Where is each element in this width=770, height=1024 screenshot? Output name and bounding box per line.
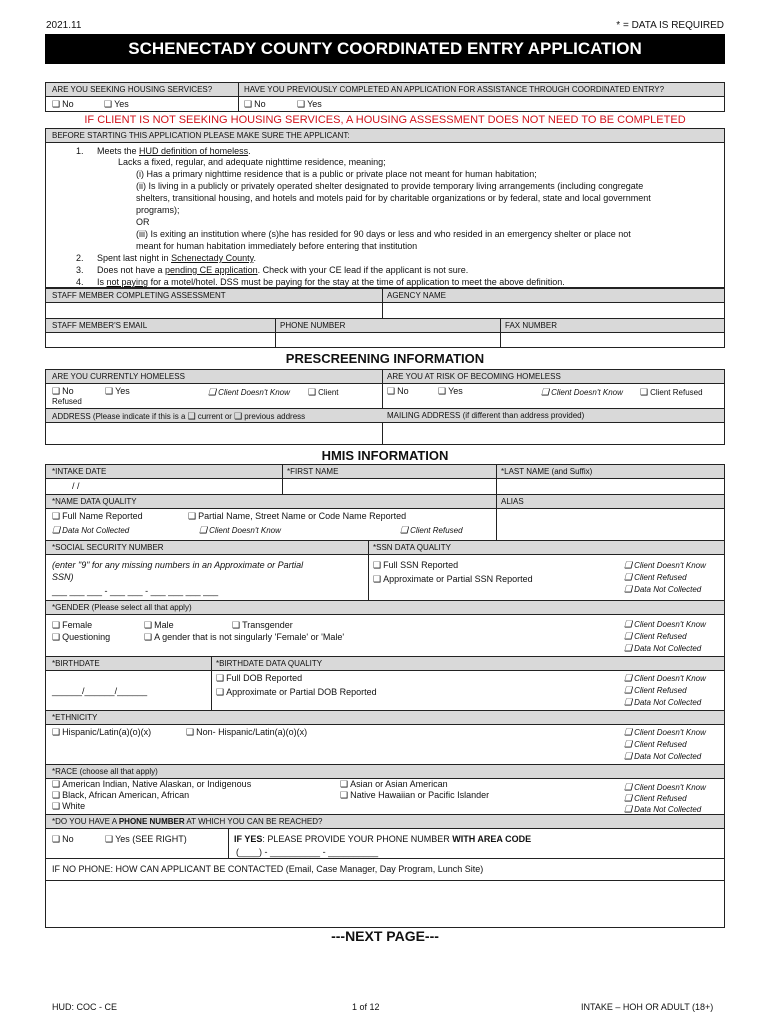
required-note: * = DATA IS REQUIRED [616,20,724,31]
phone-yes-checkbox[interactable]: ❑ Yes (SEE RIGHT) [105,834,187,845]
alias-field[interactable] [497,509,724,539]
previous-yes-checkbox[interactable]: ❑ Yes [297,99,322,110]
race-label: *RACE (choose all that apply) [52,767,158,776]
partial-ssn-checkbox[interactable]: ❑ Approximate or Partial SSN Reported [373,574,533,585]
pending-ce-link[interactable]: pending CE application [165,265,258,275]
first-name-field[interactable] [283,479,496,493]
partial-name-checkbox[interactable]: ❑ Partial Name, Street Name or Code Name Reported [188,511,406,522]
seeking-question: ARE YOU SEEKING HOUSING SERVICES? [52,85,213,94]
staff-member-field[interactable] [46,303,382,317]
agency-name-field[interactable] [383,303,724,317]
phone-number-label: PHONE NUMBER [280,321,346,330]
intake-date-field[interactable]: / / [72,481,80,491]
criterion-3: Does not have a pending CE application. Check with your CE lead if the applicant is not sure. [97,265,469,275]
name-cdk-checkbox[interactable]: ❑ Client Doesn't Know [199,525,281,536]
risk-yes-checkbox[interactable]: ❑ Yes [438,386,463,397]
birthdate-field[interactable]: ______/______/______ [52,686,148,696]
male-checkbox[interactable]: ❑ Male [144,620,174,631]
full-dob-checkbox[interactable]: ❑ Full DOB Reported [216,673,302,684]
black-checkbox[interactable]: ❑ Black, African American, African [52,790,189,801]
homeless-yes-checkbox[interactable]: ❑ Yes [105,386,130,397]
homeless-cdk-checkbox[interactable]: ❑ Client Doesn't Know [208,387,290,398]
address-previous-checkbox[interactable]: ❑ previous address [234,412,305,421]
birthdate-quality-label: *BIRTHDATE DATA QUALITY [216,659,323,668]
risk-client-refused-checkbox[interactable]: ❑ Client Refused [640,387,703,398]
homeless-no-checkbox[interactable]: ❑ No [52,386,74,397]
native-hawaiian-checkbox[interactable]: ❑ Native Hawaiian or Pacific Islander [340,790,489,801]
previous-no-checkbox[interactable]: ❑ No [244,99,266,110]
currently-homeless-label: ARE YOU CURRENTLY HOMELESS [52,372,185,381]
phone-instruction: IF YES: PLEASE PROVIDE YOUR PHONE NUMBER WITH AREA CODE [234,834,532,844]
next-page-label: ---NEXT PAGE--- [331,928,439,944]
not-paying-link[interactable]: not paying [106,277,149,287]
seeking-no-checkbox[interactable]: ❑ No [52,99,74,110]
contact-method-field[interactable] [46,881,724,927]
warning-text: IF CLIENT IS NOT SEEKING HOUSING SERVICES, A HOUSING ASSESSMENT DOES NOT NEED TO BE COMPLETED [84,114,686,126]
name-data-quality-label: *NAME DATA QUALITY [52,497,137,506]
hmis-title: HMIS INFORMATION [321,448,449,463]
race-cr-checkbox[interactable]: ❑ Client Refused [624,793,687,804]
phone-no-checkbox[interactable]: ❑ No [52,834,74,845]
footer-right: INTAKE – HOH OR ADULT (18+) [581,1002,714,1012]
ssn-cdk-checkbox[interactable]: ❑ Client Doesn't Know [624,560,706,571]
ethnicity-dnc-checkbox[interactable]: ❑ Data Not Collected [624,751,701,762]
homeless-client-refused-checkbox[interactable]: ❑ Client [308,387,339,398]
previous-application-question: HAVE YOU PREVIOUSLY COMPLETED AN APPLICATION FOR ASSISTANCE THROUGH COORDINATED ENTRY? [244,85,665,94]
fax-number-field[interactable] [501,333,724,347]
last-name-label: *LAST NAME (and Suffix) [501,467,593,476]
last-name-field[interactable] [497,479,724,493]
dob-dnc-checkbox[interactable]: ❑ Data Not Collected [624,697,701,708]
address-label: ADDRESS (Please indicate if this is a ❑ current or ❑ previous address [52,411,305,422]
transgender-checkbox[interactable]: ❑ Transgender [232,620,293,631]
address-field[interactable] [46,423,382,444]
birthdate-label: *BIRTHDATE [52,659,100,668]
ethnicity-cdk-checkbox[interactable]: ❑ Client Doesn't Know [624,727,706,738]
ssn-dnc-checkbox[interactable]: ❑ Data Not Collected [624,584,701,595]
staff-email-field[interactable] [46,333,275,347]
version-label: 2021.11 [46,20,82,31]
american-indian-checkbox[interactable]: ❑ American Indian, Native Alaskan, or Indigenous [52,779,251,790]
race-cdk-checkbox[interactable]: ❑ Client Doesn't Know [624,782,706,793]
full-ssn-checkbox[interactable]: ❑ Full SSN Reported [373,560,458,571]
fax-number-label: FAX NUMBER [505,321,558,330]
alias-label: ALIAS [501,497,524,506]
page-title: SCHENECTADY COUNTY COORDINATED ENTRY APPLICATION [45,34,725,64]
footer-left: HUD: COC - CE [52,1002,117,1012]
partial-dob-checkbox[interactable]: ❑ Approximate or Partial DOB Reported [216,687,377,698]
staff-email-label: STAFF MEMBER'S EMAIL [52,321,148,330]
name-dnc-checkbox[interactable]: ❑ Data Not Collected [52,525,129,536]
staff-member-label: STAFF MEMBER COMPLETING ASSESSMENT [52,291,226,300]
ssn-data-quality-label: *SSN DATA QUALITY [373,543,451,552]
no-phone-label: IF NO PHONE: HOW CAN APPLICANT BE CONTACTED (Email, Case Manager, Day Program, Lunch Site) [52,864,484,874]
ssn-cr-checkbox[interactable]: ❑ Client Refused [624,572,687,583]
female-checkbox[interactable]: ❑ Female [52,620,92,631]
phone-number-field[interactable] [276,333,500,347]
risk-homeless-label: ARE YOU AT RISK OF BECOMING HOMELESS [387,372,561,381]
risk-no-checkbox[interactable]: ❑ No [387,386,409,397]
criterion-1: Meets the HUD definition of homeless. [97,146,251,156]
ssn-label: *SOCIAL SECURITY NUMBER [52,543,164,552]
before-starting-label: BEFORE STARTING THIS APPLICATION PLEASE MAKE SURE THE APPLICANT: [52,131,350,140]
ethnicity-label: *ETHNICITY [52,713,98,722]
ssn-field[interactable]: ___ ___ ___ - ___ ___ - ___ ___ ___ ___ [52,586,219,596]
address-current-checkbox[interactable]: ❑ current or [188,412,232,421]
asian-checkbox[interactable]: ❑ Asian or Asian American [340,779,448,790]
mailing-address-label: MAILING ADDRESS (if different than address provided) [387,411,585,420]
gender-cr-checkbox[interactable]: ❑ Client Refused [624,631,687,642]
risk-cdk-checkbox[interactable]: ❑ Client Doesn't Know [541,387,623,398]
applicant-phone-field[interactable]: (____) - __________ - __________ [236,847,379,857]
ethnicity-cr-checkbox[interactable]: ❑ Client Refused [624,739,687,750]
non-hispanic-checkbox[interactable]: ❑ Non- Hispanic/Latin(a)(o)(x) [186,727,307,738]
hispanic-checkbox[interactable]: ❑ Hispanic/Latin(a)(o)(x) [52,727,151,738]
gender-label: *GENDER (Please select all that apply) [52,603,192,612]
first-name-label: *FIRST NAME [287,467,339,476]
questioning-checkbox[interactable]: ❑ Questioning [52,632,110,643]
full-name-checkbox[interactable]: ❑ Full Name Reported [52,511,143,522]
page-number: 1 of 12 [352,1002,380,1012]
seeking-yes-checkbox[interactable]: ❑ Yes [104,99,129,110]
nonsingular-gender-checkbox[interactable]: ❑ A gender that is not singularly 'Female' or 'Male' [144,632,344,643]
white-checkbox[interactable]: ❑ White [52,801,85,812]
phone-question-label: *DO YOU HAVE A PHONE NUMBER AT WHICH YOU CAN BE REACHED? [52,817,323,826]
criterion-2: Spent last night in Schenectady County. [97,253,256,263]
gender-cdk-checkbox[interactable]: ❑ Client Doesn't Know [624,619,706,630]
schenectady-county-link[interactable]: Schenectady County [171,253,254,263]
prescreening-title: PRESCREENING INFORMATION [285,351,485,366]
intake-date-label: *INTAKE DATE [52,467,107,476]
dob-cdk-checkbox[interactable]: ❑ Client Doesn't Know [624,673,706,684]
name-cr-checkbox[interactable]: ❑ Client Refused [400,525,463,536]
race-dnc-checkbox[interactable]: ❑ Data Not Collected [624,804,701,815]
dob-cr-checkbox[interactable]: ❑ Client Refused [624,685,687,696]
hud-definition-link[interactable]: HUD definition of homeless [139,146,249,156]
agency-name-label: AGENCY NAME [387,291,446,300]
criterion-4: Is not paying for a motel/hotel. DSS must be paying for the stay at the time of application to meet the above definition. [97,277,565,287]
mailing-address-field[interactable] [383,423,724,444]
gender-dnc-checkbox[interactable]: ❑ Data Not Collected [624,643,701,654]
